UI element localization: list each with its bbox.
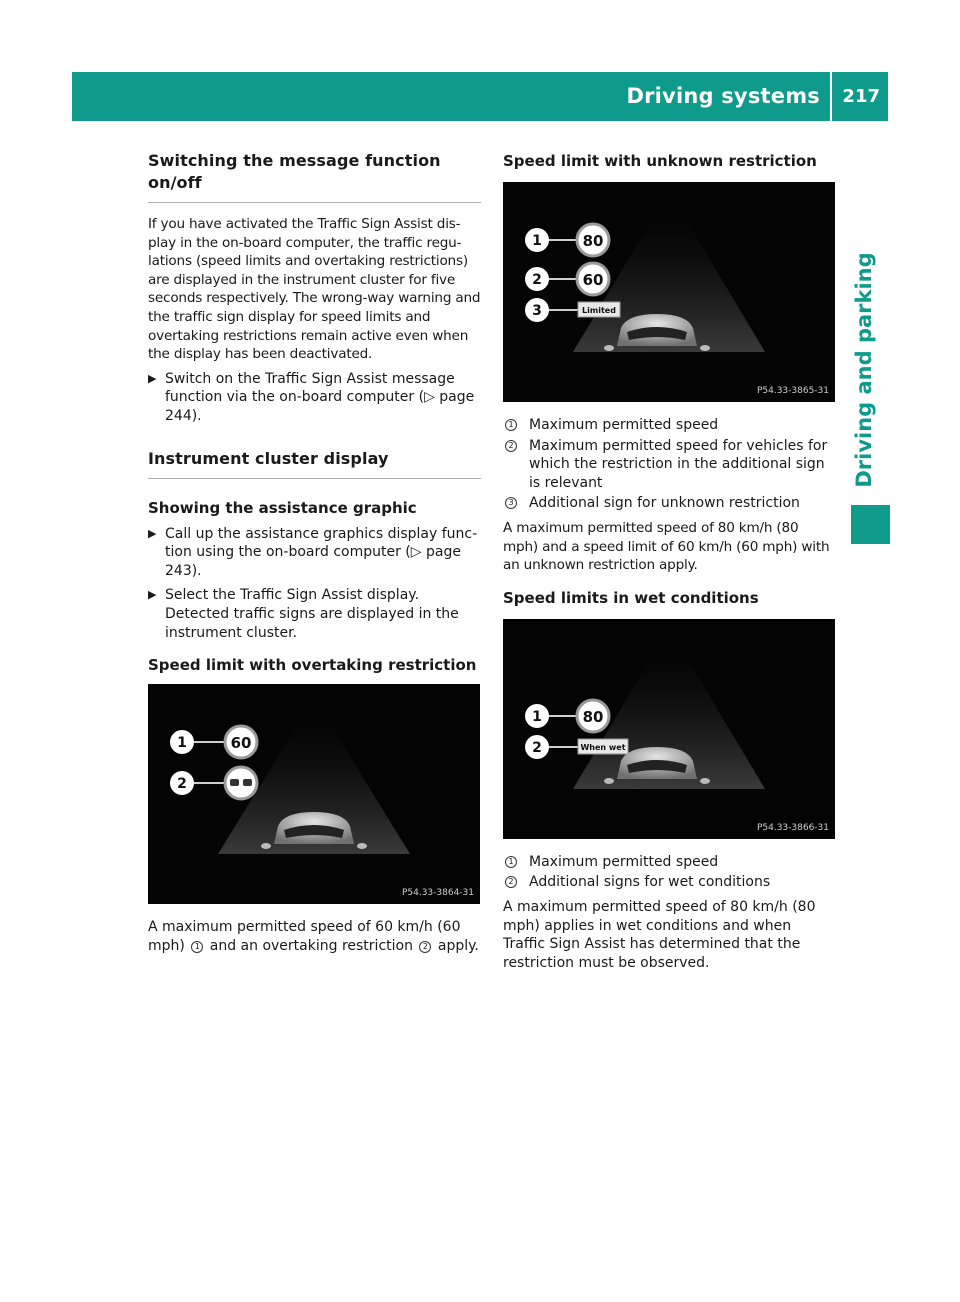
header-divider [830,72,832,121]
figure-code: P54.33-3866-31 [756,822,829,833]
callout-1-icon [525,228,549,252]
circled-number-icon: 2 [505,876,517,888]
arrow-right-icon: ▶ [148,526,157,540]
heading-unknown-restriction: Speed limit with unknown restriction [503,152,817,170]
right-column [503,150,835,978]
callout-1-icon [170,730,194,754]
arrow-right-icon: ▶ [148,371,157,385]
svg-text:80: 80 [582,232,604,250]
circled-number-icon: 1 [505,856,517,868]
side-tab-marker [851,505,890,544]
figure-code: P54.33-3864-31 [401,888,474,899]
step-switch-on [148,370,481,426]
paragraph-switching: If you have activated the Traffic Sign Assist dis-play in the on-board computer, the traffic regu-lations (speed limits and overtaking restrictions) are displayed in the instrument cluster for five seconds respectively. The wrong-way warning and the traffic sign display for speed limits and overtaking restrictions remain active even when the display has been deactivated. [148,216,481,363]
callout-1-icon: 1 [191,941,203,953]
list-item: 3 Additional sign for unknown restriction [503,494,835,513]
callout-3-icon [525,298,549,322]
heading-instrument-cluster: Instrument cluster display [148,448,481,479]
callout-2-icon: 2 [419,941,431,953]
list-item: 1 Maximum permitted speed [503,416,835,435]
heading-switching: Switching the message function on/off [148,150,481,203]
header-title: Driving systems [626,84,820,108]
list-item: 2 Maximum permitted speed for vehicles for which the restriction in the additional sign is relevant [503,437,835,493]
svg-text:3: 3 [532,303,542,319]
svg-text:2: 2 [532,739,542,756]
svg-text:80: 80 [582,707,604,726]
when-wet-plate-icon [578,739,628,754]
callout-2-icon [525,735,549,759]
svg-text:2: 2 [532,272,542,288]
limited-plate-icon [578,302,620,317]
callout-2-icon [170,771,194,795]
heading-overtaking: Speed limit with overtaking restriction [148,656,477,675]
paragraph-wet-conditions: A maximum permitted speed of 80 km/h (80 mph) applies in wet conditions and when Traffic Sign Assist has determined that the restriction must be observed. [503,898,816,971]
step-call-up-text: Call up the assistance graphics display func-tion using the on-board computer (▷ page 243). [165,525,478,579]
svg-text:2: 2 [177,776,187,793]
step-call-up [148,525,481,581]
circled-number-icon: 2 [505,440,517,452]
overtaking-restriction-sign-icon [225,767,257,799]
list-item: 1 Maximum permitted speed [503,853,835,872]
speed-limit-sign-icon [577,224,609,256]
speed-limit-sign-icon [577,700,609,732]
svg-text:Limited: Limited [582,306,616,315]
paragraph-overtaking: A maximum permitted speed of 60 km/h (60 mph) 1 and an overtaking restriction 2 apply. [148,919,479,954]
header-bar [72,72,888,121]
callout-1-icon [525,704,549,728]
figure-unknown-restriction [503,182,835,402]
step-select [148,586,481,642]
side-tab-label: Driving and parking [852,252,876,488]
side-tab[interactable] [846,252,882,488]
svg-text:60: 60 [230,734,252,753]
speed-limit-sign-icon [225,726,257,758]
circled-number-icon: 3 [505,497,517,509]
svg-text:1: 1 [532,708,542,725]
left-column [148,150,481,961]
figure-overtaking-restriction [148,684,480,904]
figure-code: P54.33-3865-31 [756,386,829,396]
heading-wet-conditions: Speed limits in wet conditions [503,588,759,607]
svg-text:1: 1 [177,735,187,752]
svg-text:60: 60 [582,271,604,289]
callout-2-icon [525,267,549,291]
speed-limit-sign-icon [577,263,609,295]
heading-showing-graphic: Showing the assistance graphic [148,498,417,517]
svg-text:When wet: When wet [580,742,626,752]
step-switch-on-text: Switch on the Traffic Sign Assist message function via the on-board computer (▷ page 244). [165,370,475,424]
step-select-text: Select the Traffic Sign Assist display. Detected traffic signs are displayed in the instrument cluster. [165,587,459,641]
arrow-right-icon: ▶ [148,588,157,602]
paragraph-unknown-restriction: A maximum permitted speed of 80 km/h (80 mph) and a speed limit of 60 km/h (60 mph) with an unknown restriction apply. [503,519,830,574]
list-item: 2 Additional signs for wet conditions [503,873,835,892]
figure-wet-conditions [503,619,835,839]
circled-number-icon: 1 [505,419,517,431]
svg-text:1: 1 [532,233,542,249]
page-number: 217 [842,86,880,107]
